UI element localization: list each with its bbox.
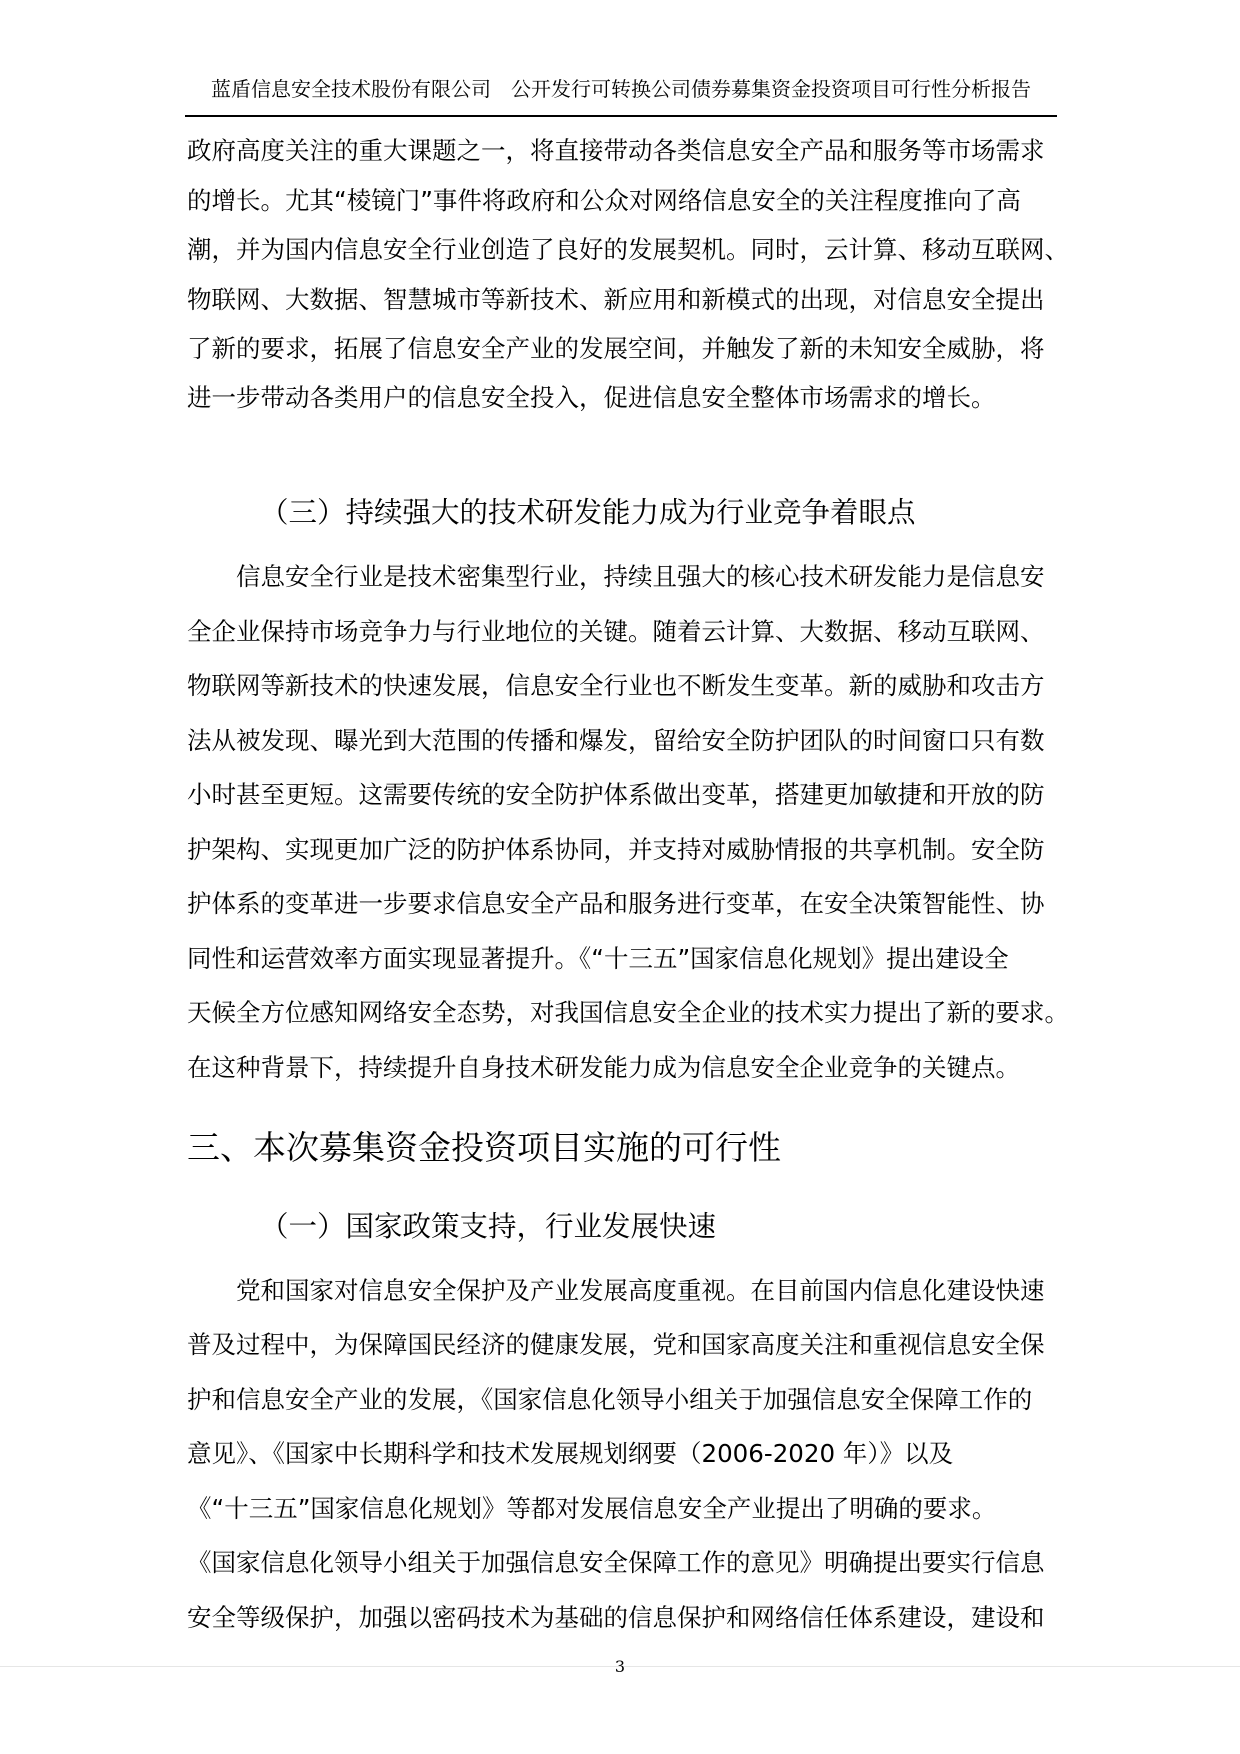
subheading-tech-rd: （三）持续强大的技术研发能力成为行业竞争着眼点 (260, 496, 916, 529)
text-line: 的增长。尤其“棱镜门”事件将政府和公众对网络信息安全的关注程度推向了高 (187, 186, 1021, 215)
text-line: 普及过程中，为保障国民经济的健康发展，党和国家高度关注和重视信息安全保 (187, 1330, 1045, 1359)
text-line: 物联网、大数据、智慧城市等新技术、新应用和新模式的出现，对信息安全提出 (187, 285, 1045, 314)
text-line: 意见》、《国家中长期科学和技术发展规划纲要（2006-2020 年）》以及 (187, 1439, 954, 1468)
text-line: 潮，并为国内信息安全行业创造了良好的发展契机。同时，云计算、移动互联网、 (187, 235, 1069, 264)
text-line: 信息安全行业是技术密集型行业，持续且强大的核心技术研发能力是信息安 (236, 562, 1045, 591)
page-header (185, 0, 1057, 117)
text-line: 小时甚至更短。这需要传统的安全防护体系做出变革，搭建更加敏捷和开放的防 (187, 780, 1045, 809)
text-line: 物联网等新技术的快速发展，信息安全行业也不断发生变革。新的威胁和攻击方 (187, 671, 1045, 700)
text-line: 护体系的变革进一步要求信息安全产品和服务进行变革，在安全决策智能性、协 (187, 889, 1045, 918)
text-line: 全企业保持市场竞争力与行业地位的关键。随着云计算、大数据、移动互联网、 (187, 617, 1045, 646)
page-number: 3 (614, 1657, 626, 1676)
subheading-policy-support: （一）国家政策支持，行业发展快速 (260, 1210, 717, 1243)
text-line: 《“十三五”国家信息化规划》等都对发展信息安全产业提出了明确的要求。 (187, 1494, 997, 1523)
text-line: 进一步带动各类用户的信息安全投入，促进信息安全整体市场需求的增长。 (187, 383, 996, 412)
text-line: 法从被发现、曝光到大范围的传播和爆发，留给安全防护团队的时间窗口只有数 (187, 726, 1045, 755)
header-company-name: 蓝盾信息安全技术股份有限公司 (211, 77, 491, 101)
text-line: 党和国家对信息安全保护及产业发展高度重视。在目前国内信息化建设快速 (236, 1276, 1045, 1305)
text-line: 护架构、实现更加广泛的防护体系协同，并支持对威胁情报的共享机制。安全防 (187, 835, 1045, 864)
text-line: 了新的要求，拓展了信息安全产业的发展空间，并触发了新的未知安全威胁，将 (187, 334, 1045, 363)
text-line: 在这种背景下，持续提升自身技术研发能力成为信息安全企业竞争的关键点。 (187, 1053, 1020, 1082)
text-line: 安全等级保护，加强以密码技术为基础的信息保护和网络信任体系建设，建设和 (187, 1603, 1045, 1632)
text-line: 同性和运营效率方面实现显著提升。《“十三五”国家信息化规划》提出建设全 (187, 944, 1009, 973)
header-report-title: 公开发行可转换公司债券募集资金投资项目可行性分析报告 (511, 77, 1031, 101)
text-line: 《国家信息化领导小组关于加强信息安全保障工作的意见》明确提出要实行信息 (187, 1548, 1045, 1577)
text-line: 政府高度关注的重大课题之一，将直接带动各类信息安全产品和服务等市场需求 (187, 136, 1045, 165)
section-heading-feasibility: 三、本次募集资金投资项目实施的可行性 (187, 1128, 781, 1167)
text-line: 护和信息安全产业的发展，《国家信息化领导小组关于加强信息安全保障工作的 (187, 1385, 1033, 1414)
text-line: 天候全方位感知网络安全态势，对我国信息安全企业的技术实力提出了新的要求。 (187, 998, 1069, 1027)
